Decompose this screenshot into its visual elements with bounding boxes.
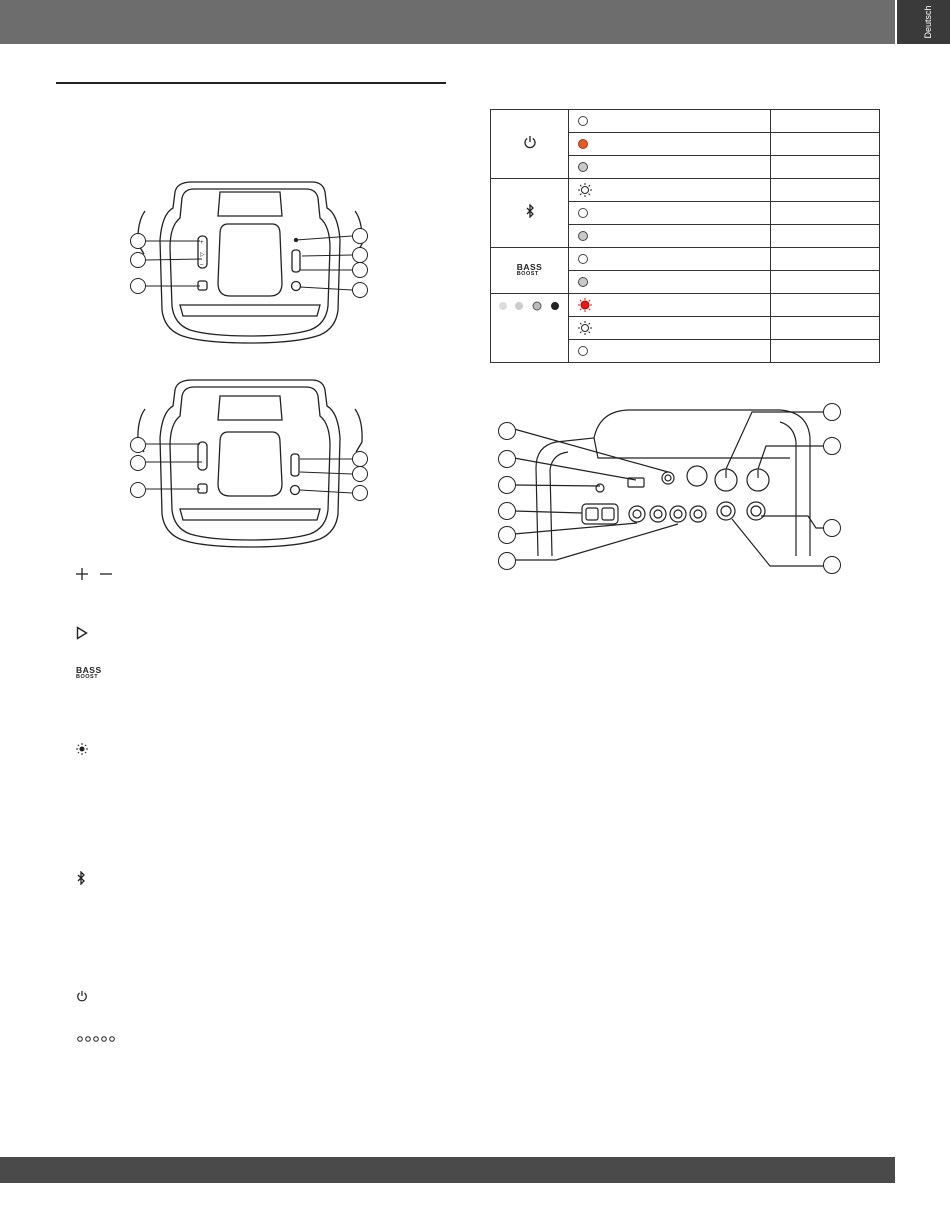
led-blink-icon xyxy=(578,183,592,197)
led-status-table xyxy=(490,109,880,363)
svg-text:–: – xyxy=(200,262,204,268)
bass-boost-group xyxy=(491,248,569,294)
language-label: Deutsch xyxy=(923,5,933,39)
bluetooth-group xyxy=(491,179,569,248)
battery-dots xyxy=(498,301,562,311)
rear-callout-6 xyxy=(498,552,516,570)
led-red-blink-icon xyxy=(578,298,592,312)
led-orange-dot xyxy=(578,139,588,149)
bluetooth-icon xyxy=(525,204,535,218)
led-grey-dot xyxy=(578,231,588,241)
svg-text:+: + xyxy=(200,240,204,246)
bass-boost-logo xyxy=(517,263,543,277)
led-off-dot xyxy=(578,116,588,126)
callout-2b xyxy=(130,455,146,471)
rear-callout-5 xyxy=(498,526,516,544)
rear-callout-9 xyxy=(823,519,841,537)
language-tab[interactable] xyxy=(897,0,950,44)
power-icon xyxy=(523,135,537,149)
bass-boost-line2: BOOST xyxy=(516,270,539,277)
callout-4b xyxy=(352,451,368,467)
bass-boost-line1: BASS xyxy=(516,262,543,272)
bass-boost-legend-line2: BOOST xyxy=(76,673,99,680)
play-icon xyxy=(76,626,88,640)
bass-boost-legend-logo xyxy=(76,666,102,680)
callout-6b xyxy=(352,485,368,501)
volume-icons xyxy=(76,567,116,581)
led-grey-dot xyxy=(578,162,588,172)
callout-lines-left xyxy=(0,0,450,560)
bass-boost-legend-line1: BASS xyxy=(76,665,102,675)
bluetooth-legend-icon xyxy=(76,871,86,885)
battery-group xyxy=(491,294,569,363)
led-off-dot xyxy=(578,346,588,356)
light-icon xyxy=(76,743,88,755)
battery-legend-icon xyxy=(76,1035,116,1043)
callout-3b xyxy=(130,482,146,498)
led-grey-dot xyxy=(578,277,588,287)
callout-1b xyxy=(130,437,146,453)
led-off-dot xyxy=(578,254,588,264)
svg-text:▷: ▷ xyxy=(200,252,205,258)
led-blink-icon xyxy=(578,321,592,335)
rear-callout-7 xyxy=(823,403,841,421)
rear-callout-2 xyxy=(498,450,516,468)
power-group xyxy=(491,110,569,179)
rear-callout-8 xyxy=(823,437,841,455)
power-legend-icon xyxy=(76,990,88,1002)
callout-5b xyxy=(352,466,368,482)
led-off-dot xyxy=(578,208,588,218)
rear-callout-3 xyxy=(498,476,516,494)
rear-callout-4 xyxy=(498,502,516,520)
footer-bar xyxy=(0,1157,895,1183)
rear-callout-1 xyxy=(498,422,516,440)
rear-callout-10 xyxy=(823,556,841,574)
rear-panel-diagram xyxy=(490,398,850,582)
